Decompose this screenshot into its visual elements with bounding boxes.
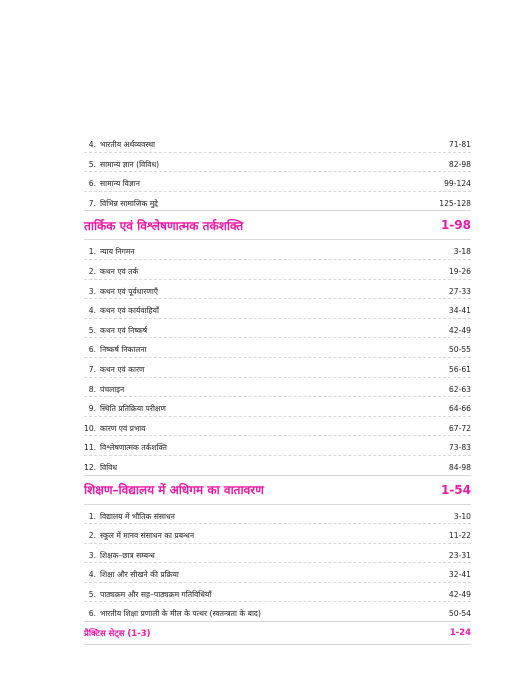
- toc-pages: 73-83: [448, 443, 471, 453]
- toc-number: 5.: [88, 325, 96, 335]
- toc-number: 4.: [88, 570, 96, 580]
- toc-row: [84, 417, 471, 437]
- toc-entry: [84, 513, 175, 524]
- toc-title: निष्कर्ष निकालना: [100, 345, 147, 355]
- toc-title: पंचलाइन: [100, 384, 125, 394]
- toc-row: [84, 319, 471, 339]
- table-of-contents: [84, 133, 471, 645]
- toc-number: 5.: [88, 159, 96, 169]
- toc-pages: 56-61: [448, 364, 471, 374]
- toc-entry: [84, 610, 261, 621]
- toc-row: [84, 378, 471, 398]
- toc-entry: [84, 571, 179, 582]
- toc-pages: 27-33: [448, 286, 471, 296]
- toc-title: सामान्य ज्ञान (विविध): [100, 159, 160, 169]
- toc-pages: 11-22: [448, 531, 471, 541]
- section-pages: 1-24: [449, 628, 471, 639]
- toc-pages: 82-98: [448, 159, 471, 169]
- toc-row: [84, 240, 471, 260]
- toc-entry: [84, 307, 159, 318]
- toc-title: सामान्य विज्ञान: [100, 179, 140, 189]
- toc-title: विद्यालय में भौतिक संसाधन: [100, 511, 175, 521]
- toc-number: 4.: [88, 140, 96, 149]
- toc-number: 8.: [88, 384, 96, 394]
- toc-title: कथन एवं तर्क: [100, 266, 139, 276]
- toc-entry: [84, 425, 146, 436]
- toc-pages: 32-41: [448, 570, 471, 580]
- toc-row: [84, 397, 471, 417]
- toc-entry: [84, 464, 117, 475]
- toc-row: [84, 192, 471, 212]
- toc-number: 4.: [88, 306, 96, 316]
- toc-entry: [84, 386, 124, 397]
- toc-entry: [84, 591, 211, 602]
- toc-title: पाठ्यक्रम और सह–पाठ्यक्रम गतिविधियाँ: [100, 589, 212, 599]
- toc-title: भारतीय शिक्षा प्रणाली के मील के पत्थर (स्वतन्त्रता के बाद): [100, 609, 261, 619]
- toc-title: विश्लेषणात्मक तर्कशक्ति: [100, 443, 167, 453]
- toc-row: [84, 436, 471, 456]
- toc-pages: 23-31: [448, 550, 471, 560]
- toc-entry: [84, 405, 166, 416]
- toc-title: कथन एवं पूर्वधारणाएँ: [100, 286, 159, 296]
- toc-number: 2.: [88, 531, 96, 541]
- toc-pages: 19-26: [448, 266, 471, 276]
- toc-entry: [84, 141, 155, 152]
- toc-entry: [84, 200, 158, 211]
- toc-entry: [84, 552, 155, 563]
- toc-row: [84, 544, 471, 564]
- toc-number: 9.: [88, 404, 96, 414]
- toc-row: [84, 280, 471, 300]
- toc-entry: [84, 444, 167, 455]
- toc-entry: [84, 532, 194, 543]
- toc-pages: 125-128: [439, 198, 471, 208]
- toc-title: कथन एवं कार्यवाहियाँ: [100, 306, 159, 316]
- toc-pages: 3-18: [453, 247, 471, 257]
- group-3: [84, 505, 471, 623]
- toc-number: 7.: [88, 198, 96, 208]
- toc-row: [84, 563, 471, 583]
- toc-row: [84, 172, 471, 192]
- toc-number: 2.: [88, 266, 96, 276]
- toc-entry: [84, 346, 147, 357]
- toc-number: 5.: [88, 589, 96, 599]
- toc-pages: 71-81: [448, 140, 471, 149]
- toc-row: [84, 583, 471, 603]
- toc-title: विविध: [100, 462, 118, 472]
- toc-entry: [84, 288, 158, 299]
- toc-number: 12.: [84, 462, 97, 472]
- toc-entry: [84, 366, 145, 377]
- section-heading: [84, 211, 471, 240]
- toc-row: [84, 524, 471, 544]
- toc-number: 3.: [88, 286, 96, 296]
- toc-pages: 67-72: [448, 423, 471, 433]
- section-title: तार्किक एवं विश्लेषणात्मक तर्कशक्ति: [84, 218, 244, 233]
- toc-entry: [84, 180, 140, 191]
- section-heading: [84, 476, 471, 505]
- section-title: शिक्षण–विद्यालय में अधिगम का वातावरण: [84, 483, 264, 497]
- toc-title: विभिन्न सामाजिक मुद्दे: [100, 198, 158, 208]
- toc-row: [84, 260, 471, 280]
- toc-pages: 42-49: [448, 589, 471, 599]
- toc-entry: [84, 248, 135, 259]
- toc-entry: [84, 268, 138, 279]
- section-pages: 1-98: [440, 218, 471, 233]
- toc-pages: 42-49: [448, 325, 471, 335]
- toc-title: न्याय निगमन: [100, 247, 135, 257]
- toc-pages: 3-10: [453, 511, 471, 521]
- section-heading: [84, 622, 471, 645]
- toc-row: [84, 299, 471, 319]
- toc-title: शिक्षक–छात्र सम्बन्ध: [100, 550, 155, 560]
- toc-number: 6.: [88, 609, 96, 619]
- toc-number: 11.: [84, 443, 97, 453]
- toc-title: स्कूल में मानव संसाधन का प्रबन्धन: [100, 531, 195, 541]
- toc-number: 1.: [88, 247, 96, 257]
- toc-number: 1.: [88, 511, 96, 521]
- toc-entry: [84, 327, 147, 338]
- toc-title: स्थिति प्रतिक्रिया परीक्षण: [100, 404, 166, 414]
- toc-pages: 34-41: [448, 306, 471, 316]
- toc-number: 7.: [88, 364, 96, 374]
- toc-number: 10.: [84, 423, 97, 433]
- toc-pages: 50-55: [448, 345, 471, 355]
- toc-row: [84, 602, 471, 622]
- toc-row: [84, 133, 471, 153]
- toc-row: [84, 358, 471, 378]
- group-2: [84, 240, 471, 475]
- toc-pages: 64-66: [448, 404, 471, 414]
- toc-title: भारतीय अर्थव्यवस्था: [100, 140, 156, 149]
- section-pages: 1-54: [440, 482, 471, 497]
- toc-pages: 62-63: [448, 384, 471, 394]
- toc-number: 6.: [88, 179, 96, 189]
- toc-title: कारण एवं प्रभाव: [100, 423, 146, 433]
- toc-title: कथन एवं निष्कर्ष: [100, 325, 148, 335]
- toc-number: 3.: [88, 550, 96, 560]
- toc-row: [84, 153, 471, 173]
- group-1: [84, 133, 471, 211]
- section-title: प्रैक्टिस सेट्स (1-3): [84, 628, 151, 639]
- toc-row: [84, 456, 471, 476]
- toc-row: [84, 338, 471, 358]
- toc-row: [84, 505, 471, 525]
- toc-pages: 84-98: [448, 462, 471, 472]
- toc-number: 6.: [88, 345, 96, 355]
- toc-entry: [84, 161, 159, 172]
- toc-title: कथन एवं कारण: [100, 364, 145, 374]
- toc-pages: 99-124: [444, 179, 471, 189]
- toc-pages: 50-54: [448, 609, 471, 619]
- toc-title: शिक्षा और सीखने की प्रक्रिया: [100, 570, 179, 580]
